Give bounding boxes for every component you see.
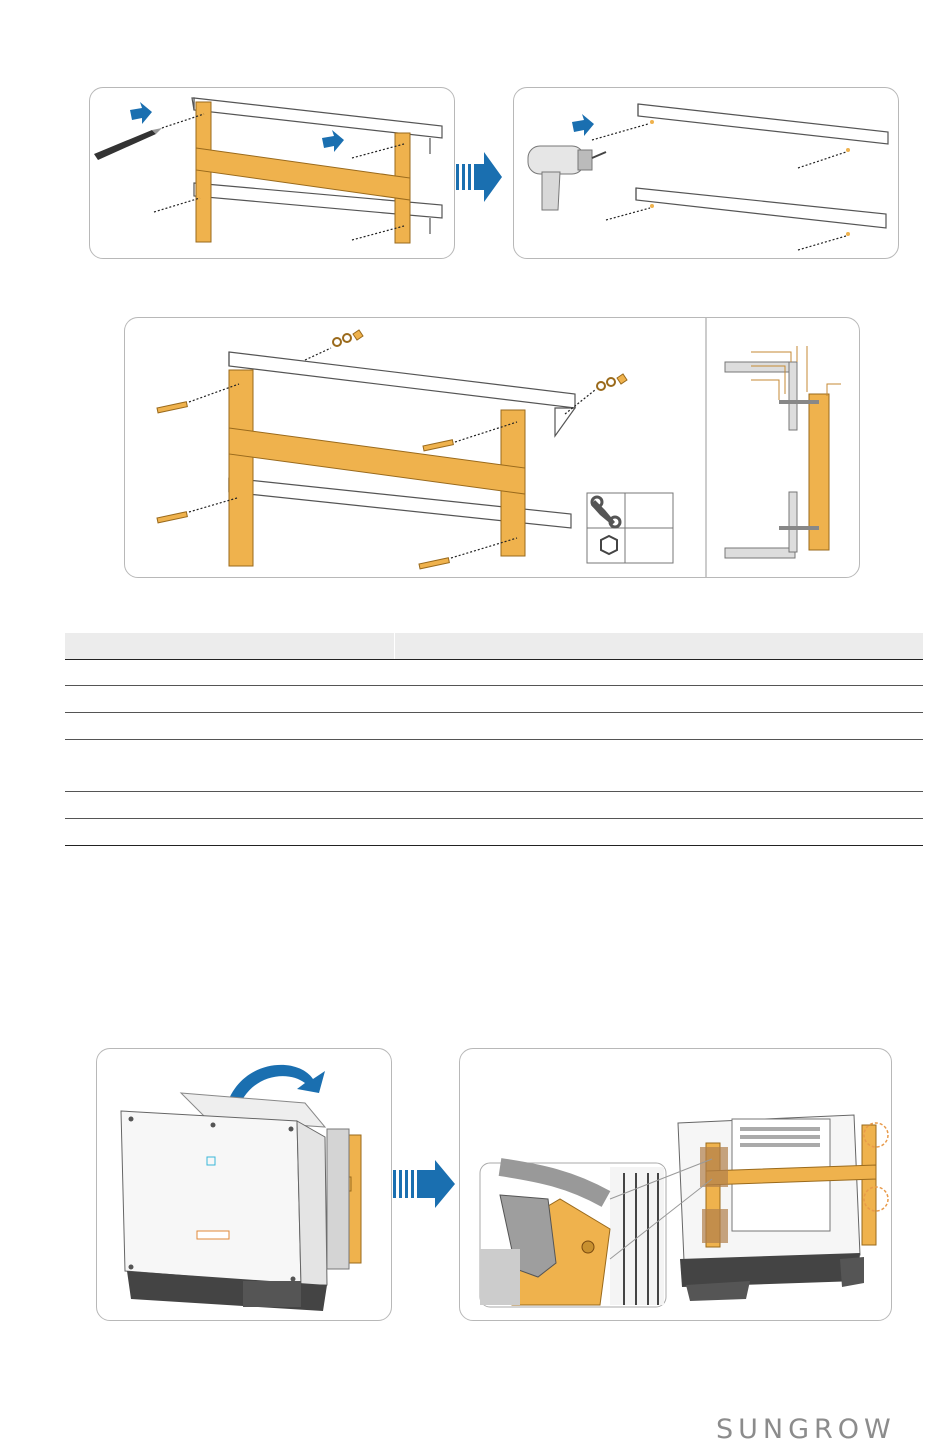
electric-drill-icon (528, 146, 606, 210)
inverter-body (121, 1093, 327, 1311)
tool-box (587, 493, 673, 563)
figure-mark-drill-holes (89, 87, 455, 259)
figure-fix-bracket (124, 317, 860, 578)
figure-hang-inverter (459, 1048, 892, 1321)
cross-section-view (725, 346, 841, 558)
component-table (65, 633, 923, 846)
table-row (65, 713, 923, 740)
figure-drill-holes (513, 87, 899, 259)
table-header (65, 633, 923, 660)
direction-arrow-icon (572, 114, 594, 136)
table-row (65, 686, 923, 713)
table-row (65, 792, 923, 819)
transition-arrow-icon (456, 152, 504, 204)
transition-arrow-icon (393, 1160, 457, 1210)
table-row (65, 819, 923, 846)
inverter-back-view (678, 1115, 876, 1301)
hook-detail-icon (480, 1163, 666, 1307)
table-row (65, 740, 923, 792)
table-row (65, 660, 923, 686)
pencil-icon (94, 128, 162, 160)
sungrow-logo: SUNGROW (716, 1414, 896, 1445)
figure-lift-inverter (96, 1048, 392, 1321)
mounting-bracket (229, 370, 525, 566)
expansion-bolt-icon (157, 402, 453, 569)
hex-nut-icon (601, 536, 617, 554)
